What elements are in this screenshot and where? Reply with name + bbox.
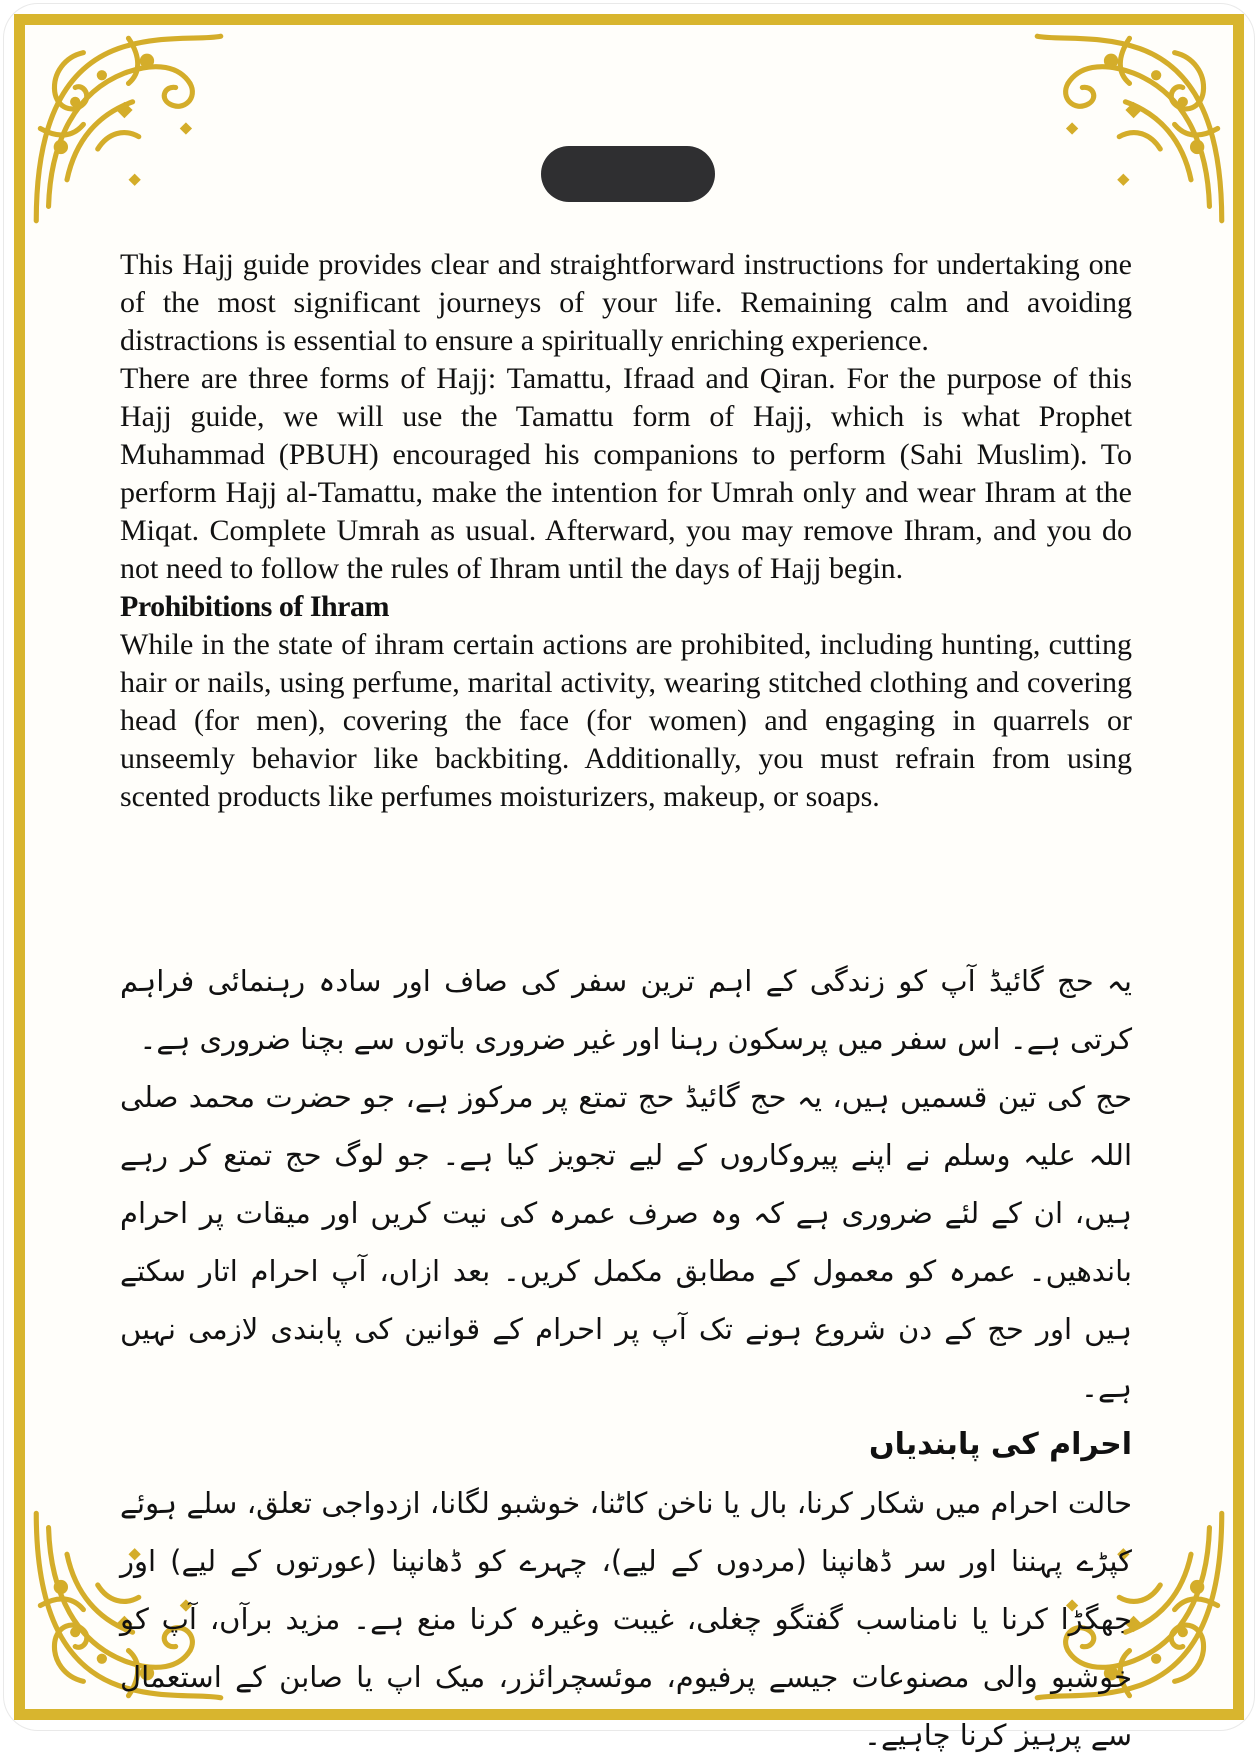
english-intro-paragraph: This Hajj guide provides clear and straightforward instructions for undertaking one of the most significant journeys of your life. Remaining calm and avoiding distractions is essential to ensure a spiritually enriching experience. bbox=[120, 248, 1132, 357]
flourish-icon bbox=[26, 26, 231, 231]
urdu-prohibitions-heading: احرام کی پابندیاں bbox=[868, 1427, 1132, 1462]
urdu-section bbox=[120, 952, 1132, 1764]
english-section bbox=[120, 246, 1132, 816]
english-prohibitions-paragraph: While in the state of ihram certain actions are prohibited, including hunting, cutting hair or nails, using perfume, marital activity, wearing stitched clothing and covering head (for men), covering the face (for women) and engaging in quarrels or unseemly behavior like backbiting. Additionally, you must refrain from using scented products like perfumes moisturizers, makeup, or soaps. bbox=[120, 628, 1132, 813]
urdu-forms-paragraph: حج کی تین قسمیں ہیں، یہ حج گائیڈ حج تمتع پر مرکوز ہے، جو حضرت محمد صلی اللہ علیہ وسلم نے اپنے پیروکاروں کے لیے تجویز کیا ہے۔ جو لوگ حج تمتع کر رہے ہیں، ان کے لئے ضروری ہے کہ وہ صرف عمرہ کی نیت کریں اور میقات پر احرام باندھیں۔ عمرہ کو معمول کے مطابق مکمل کریں۔ بعد ازاں، آپ احرام اتار سکتے ہیں اور حج کے دن شروع ہونے تک آپ پر احرام کے قوانین کی پابندی لازمی نہیں ہے۔ bbox=[120, 1080, 1132, 1404]
flourish-icon bbox=[1027, 26, 1232, 231]
header-pill-tab bbox=[541, 146, 715, 202]
corner-ornament-top-left bbox=[26, 26, 231, 231]
english-forms-paragraph: There are three forms of Hajj: Tamattu, Ifraad and Qiran. For the purpose of this Hajj guide, we will use the Tamattu form of Hajj, which is what Prophet Muhammad (PBUH) encouraged his companions to perform (Sahi Muslim). To perform Hajj al-Tamattu, make the intention for Umrah only and wear Ihram at the Miqat. Complete Umrah as usual. Afterward, you may remove Ihram, and you do not need to follow the rules of Ihram until the days of Hajj begin. bbox=[120, 362, 1132, 585]
urdu-intro-paragraph: یہ حج گائیڈ آپ کو زندگی کے اہم ترین سفر کی صاف اور سادہ رہنمائی فراہم کرتی ہے۔ اس سفر میں پرسکون رہنا اور غیر ضروری باتوں سے بچنا ضروری ہے۔ bbox=[120, 964, 1132, 1056]
english-prohibitions-heading: Prohibitions of Ihram bbox=[120, 590, 389, 623]
corner-ornament-top-right bbox=[1027, 26, 1232, 231]
urdu-prohibitions-paragraph: حالت احرام میں شکار کرنا، بال یا ناخن کاٹنا، خوشبو لگانا، ازدواجی تعلق، سلے ہوئے کپڑے پہننا اور سر ڈھانپنا (مردوں کے لیے)، چہرے کو ڈھانپنا (عورتوں کے لیے) اور جھگڑا کرنا یا نامناسب گفتگو چغلی، غیبت وغیرہ کرنا منع ہے۔ مزید برآں، آپ کو خوشبو والی مصنوعات جیسے پرفیوم، موئسچرائزر، میک اپ یا صابن کے استعمال سے پرہیز کرنا چاہیے۔ bbox=[120, 1486, 1132, 1752]
